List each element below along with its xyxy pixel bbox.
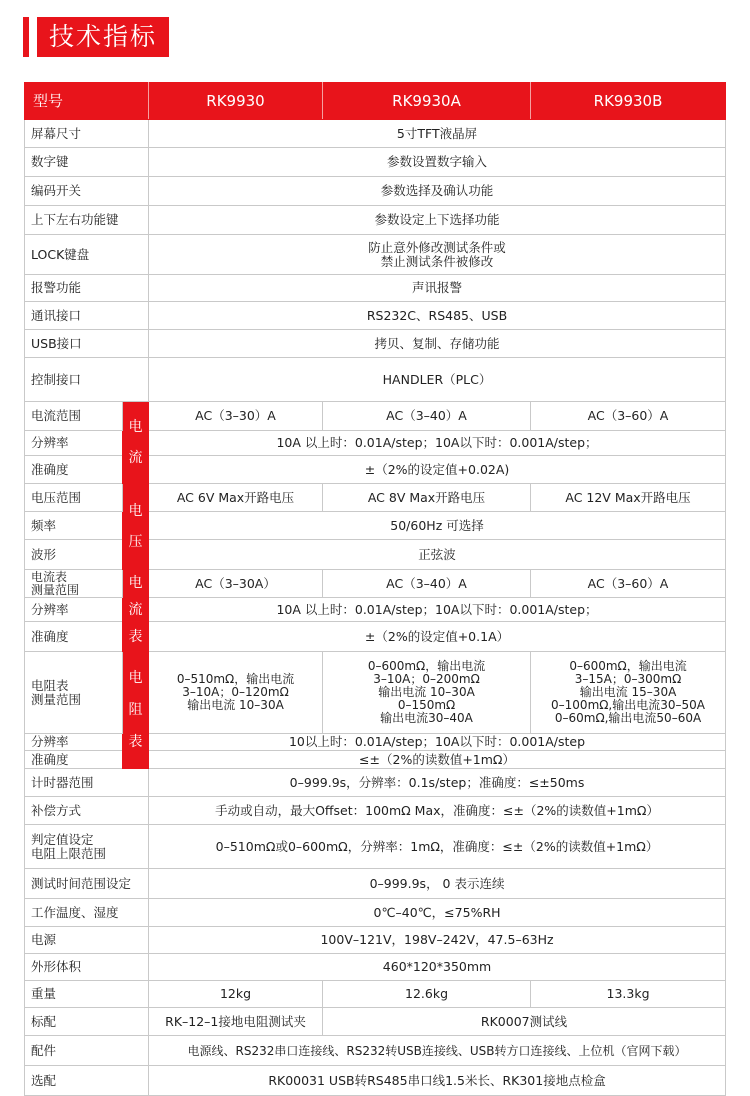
row-value: 10A 以上时：0.01A/step；10A以下时：0.001A/step； bbox=[149, 431, 726, 456]
row-label: 屏幕尺寸 bbox=[25, 120, 149, 148]
row-value bbox=[323, 652, 531, 734]
row-value: ±（2%的设定值+0.02A) bbox=[149, 456, 726, 484]
table-row bbox=[25, 1036, 726, 1066]
row-value bbox=[149, 235, 726, 275]
table-row bbox=[25, 825, 726, 869]
row-value-line: 防止意外修改测试条件或 bbox=[368, 239, 506, 255]
row-label: 选配 bbox=[25, 1066, 149, 1096]
table-row bbox=[25, 1066, 726, 1096]
row-value: 参数选择及确认功能 bbox=[149, 177, 726, 206]
row-label: 标配 bbox=[25, 1008, 149, 1036]
header-model: 型号 bbox=[25, 83, 149, 120]
spec-table bbox=[24, 82, 726, 1096]
row-label: 准确度 bbox=[25, 456, 123, 484]
row-value: RS232C、RS485、USB bbox=[149, 302, 726, 330]
table-row bbox=[25, 358, 726, 402]
row-value: 手动或自动，最大Offset：100mΩ Max，准确度：≤±（2%的读数值+1mΩ） bbox=[149, 797, 726, 825]
row-label-line: 电阻表 bbox=[31, 677, 69, 693]
row-value: 参数设定上下选择功能 bbox=[149, 206, 726, 235]
table-row bbox=[25, 981, 726, 1008]
row-value: AC（3–40）A bbox=[323, 570, 531, 598]
row-label: 分辨率 bbox=[25, 734, 123, 751]
row-label: 外形体积 bbox=[25, 954, 149, 981]
row-value-line: 输出电流 15–30A bbox=[579, 685, 677, 699]
row-label: 编码开关 bbox=[25, 177, 149, 206]
category-char: 电 bbox=[128, 670, 143, 686]
table-row bbox=[25, 797, 726, 825]
row-label-line: 判定值设定 bbox=[31, 831, 94, 847]
table-row bbox=[25, 120, 726, 148]
header-accent-bar bbox=[23, 17, 29, 57]
row-label-line: 测量范围 bbox=[31, 691, 82, 707]
row-label: 数字键 bbox=[25, 148, 149, 177]
row-label: 电压范围 bbox=[25, 484, 123, 512]
row-value: 0–510mΩ或0–600mΩ，分辨率：1mΩ，准确度：≤±（2%的读数值+1mΩ） bbox=[149, 825, 726, 869]
category-voltage bbox=[123, 484, 149, 570]
row-value-line: 3–10A；0–200mΩ bbox=[373, 672, 480, 686]
row-value: RK0007测试线 bbox=[323, 1008, 726, 1036]
table-row bbox=[25, 302, 726, 330]
row-label: 频率 bbox=[25, 512, 123, 540]
row-value: ±（2%的设定值+0.1A） bbox=[149, 622, 726, 652]
row-label: 通讯接口 bbox=[25, 302, 149, 330]
category-char: 表 bbox=[128, 629, 143, 645]
row-value-line: 输出电流 10–30A bbox=[378, 685, 475, 699]
row-label: 分辨率 bbox=[25, 598, 123, 622]
table-row bbox=[25, 330, 726, 358]
category-current bbox=[123, 402, 149, 484]
row-value: AC（3–60）A bbox=[531, 402, 726, 431]
row-value: AC（3–40）A bbox=[323, 402, 531, 431]
table-row bbox=[25, 402, 726, 431]
category-char: 压 bbox=[128, 533, 143, 550]
row-value: RK00031 USB转RS485串口线1.5米长、RK301接地点检盒 bbox=[149, 1066, 726, 1096]
row-value: 13.3kg bbox=[531, 981, 726, 1008]
row-value: 460*120*350mm bbox=[149, 954, 726, 981]
row-value: 100V–121V，198V–242V，47.5–63Hz bbox=[149, 927, 726, 954]
table-header-row bbox=[25, 83, 726, 120]
row-value: 参数设置数字输入 bbox=[149, 148, 726, 177]
row-value: 50/60Hz 可选择 bbox=[149, 512, 726, 540]
row-value: 正弦波 bbox=[149, 540, 726, 570]
section-header bbox=[23, 16, 169, 58]
row-value-line: 3–10A；0–120mΩ bbox=[182, 685, 289, 699]
category-char: 流 bbox=[128, 602, 143, 618]
row-value: ≤±（2%的读数值+1mΩ） bbox=[149, 751, 726, 769]
table-row bbox=[25, 769, 726, 797]
row-value-line: 输出电流30–40A bbox=[380, 711, 473, 725]
row-label: 波形 bbox=[25, 540, 123, 570]
row-value-line: 0–60mΩ,输出电流50–60A bbox=[554, 711, 702, 725]
row-value bbox=[531, 652, 726, 734]
row-value-line: 输出电流 10–30A bbox=[187, 698, 284, 712]
section-title: 技术指标 bbox=[37, 17, 169, 57]
row-label: 控制接口 bbox=[25, 358, 149, 402]
row-label: 分辨率 bbox=[25, 431, 123, 456]
table-row bbox=[25, 206, 726, 235]
row-value-line: 0–600mΩ，输出电流 bbox=[367, 659, 486, 673]
row-label bbox=[25, 825, 149, 869]
row-label: 报警功能 bbox=[25, 275, 149, 302]
row-value: AC（3–60）A bbox=[531, 570, 726, 598]
row-label: 上下左右功能键 bbox=[25, 206, 149, 235]
row-label: 准确度 bbox=[25, 751, 123, 769]
header-rk9930b: RK9930B bbox=[531, 83, 726, 120]
row-label: 重量 bbox=[25, 981, 149, 1008]
category-ammeter bbox=[123, 570, 149, 652]
row-value: AC（3–30A） bbox=[149, 570, 323, 598]
row-value: 电源线、RS232串口连接线、RS232转USB连接线、USB转方口连接线、上位机（官网下载） bbox=[149, 1036, 726, 1066]
table-row bbox=[25, 570, 726, 598]
table-row bbox=[25, 275, 726, 302]
row-value: AC（3–30）A bbox=[149, 402, 323, 431]
row-label bbox=[25, 652, 123, 734]
category-char: 电 bbox=[128, 502, 143, 519]
row-value: RK–12–1接地电阻测试夹 bbox=[149, 1008, 323, 1036]
header-rk9930: RK9930 bbox=[149, 83, 323, 120]
category-char: 表 bbox=[128, 734, 143, 750]
row-value-line: 0–600mΩ，输出电流 bbox=[569, 659, 687, 673]
table-row bbox=[25, 899, 726, 927]
row-value: AC 8V Max开路电压 bbox=[323, 484, 531, 512]
row-label: 电流范围 bbox=[25, 402, 123, 431]
row-value: AC 6V Max开路电压 bbox=[149, 484, 323, 512]
row-label: 电源 bbox=[25, 927, 149, 954]
row-label bbox=[25, 570, 123, 598]
row-value-line: 禁止测试条件被修改 bbox=[380, 253, 494, 269]
table-row bbox=[25, 1008, 726, 1036]
row-value-line: 0–150mΩ bbox=[397, 698, 456, 712]
row-value-line: 0–100mΩ,输出电流30–50A bbox=[551, 698, 705, 712]
table-row bbox=[25, 148, 726, 177]
row-value: 12kg bbox=[149, 981, 323, 1008]
row-value: 0–999.9s，分辨率：0.1s/step；准确度：≤±50ms bbox=[149, 769, 726, 797]
row-label: 测试时间范围设定 bbox=[25, 869, 149, 899]
row-label-line: 电阻上限范围 bbox=[31, 845, 107, 861]
row-value: 12.6kg bbox=[323, 981, 531, 1008]
row-label: 配件 bbox=[25, 1036, 149, 1066]
category-ohmmeter bbox=[123, 652, 149, 769]
table-row bbox=[25, 484, 726, 512]
row-value: 0–999.9s， 0 表示连续 bbox=[149, 869, 726, 899]
row-label-line: 测量范围 bbox=[31, 582, 80, 597]
row-value: AC 12V Max开路电压 bbox=[531, 484, 726, 512]
row-value: HANDLER（PLC） bbox=[149, 358, 726, 402]
category-char: 电 bbox=[128, 575, 143, 591]
row-value-line: 0–510mΩ，输出电流 bbox=[176, 672, 295, 686]
row-label-line: 电流表 bbox=[31, 569, 68, 584]
row-value: 5寸TFT液晶屏 bbox=[149, 120, 726, 148]
row-label: 补偿方式 bbox=[25, 797, 149, 825]
row-label: 工作温度、湿度 bbox=[25, 899, 149, 927]
row-label: LOCK键盘 bbox=[25, 235, 149, 275]
row-value bbox=[149, 652, 323, 734]
header-rk9930a: RK9930A bbox=[323, 83, 531, 120]
table-row bbox=[25, 235, 726, 275]
row-value: 0℃–40℃，≤75%RH bbox=[149, 899, 726, 927]
row-value: 10A 以上时：0.01A/step；10A以下时：0.001A/step； bbox=[149, 598, 726, 622]
row-value: 10以上时：0.01A/step；10A以下时：0.001A/step bbox=[149, 734, 726, 751]
row-label: 计时器范围 bbox=[25, 769, 149, 797]
table-row bbox=[25, 177, 726, 206]
table-row bbox=[25, 652, 726, 734]
row-value-line: 3–15A；0–300mΩ bbox=[574, 672, 682, 686]
row-label: USB接口 bbox=[25, 330, 149, 358]
table-row bbox=[25, 927, 726, 954]
table-row bbox=[25, 954, 726, 981]
category-char: 电 bbox=[128, 418, 143, 435]
row-value: 拷贝、复制、存储功能 bbox=[149, 330, 726, 358]
category-char: 流 bbox=[128, 449, 143, 466]
table-row bbox=[25, 869, 726, 899]
category-char: 阻 bbox=[128, 702, 143, 718]
row-value: 声讯报警 bbox=[149, 275, 726, 302]
row-label: 准确度 bbox=[25, 622, 123, 652]
